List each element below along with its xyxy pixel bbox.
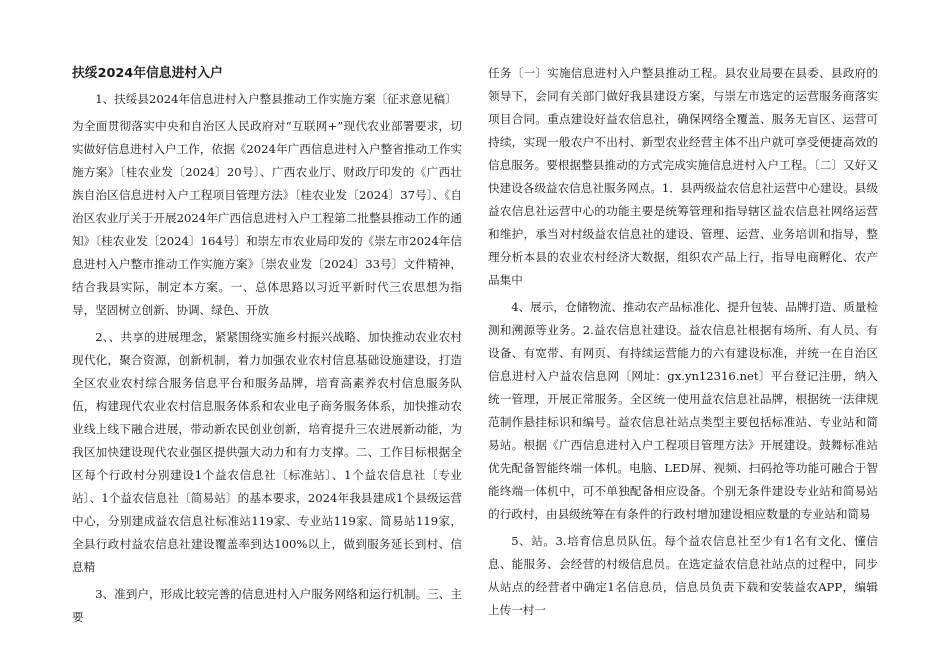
paragraph-1: 1、扶绥县2024年信息进村入户整县推动工作实施方案〔征求意见稿〕 (95, 92, 457, 106)
document-title: 扶绥2024年信息进村入户 (72, 66, 223, 81)
paragraph-6: 4、展示，仓储物流、推动农产品标准化、提升包装、品牌打造、质量检测和溯源等业务。2.益农信息社建设。益农信息社根据有场所、有人员、有设备、有宽带、有网页、有持续运营能力的六有建设标准，并统一在自治区信息进村入户益农信息网〔网址：gx.yn12316.net〕平台登记注册，纳入统一管理，开展正常服务。全区统一使用益农信息社品牌，根据统一法律规范制作悬挂标识和编号。益农信息社站点类型主要包括标准站、专业站和简易站。根据《广西信息进村入户工程项目管理方法》开展建设。鼓舞标准站优先配备智能终端一体机。电脑、LED屏、视频、扫码抢等功能可融合于智能终端一体机中，可不单独配备相应设备。个别无条件建设专业站和简易站的行政村，由县级统筹在有条件的行政村增加建设相应数量的专业站和简易 (488, 300, 878, 521)
paragraph-5: 任务〔一〕实施信息进村入户整县推动工程。县农业局要在县委、县政府的领导下，会同有关部门做好我县建设方案，与崇左市选定的运营服务商落实项目合同。重点建设好益农信息社，确保网络全覆盖、服务无盲区、运营可持续，实现一般农户不出村、新型农业经营主体不出户就可享受便捷高效的信息服务。要根据整县推动的方式完成实施信息进村入户工程。〔二〕又好又快建设各级益农信息社服务网点。1．县两级益农信息社运营中心建设。县级益农信息社运营中心的功能主要是统筹管理和指导辖区益农信息社网络运营和维护，承当对村级益农信息社的建设、管理、运营、业务培训和指导，整理分析本县的农业农村经济大数据，组织农产品上行，指导电商孵化、农产品集中 (488, 66, 878, 287)
left-column (72, 62, 462, 633)
right-column (488, 62, 878, 626)
paragraph-2: 为全面贯彻落实中央和自治区人民政府对“互联网+”现代农业部署要求，切实做好信息进村入户工作，依据《2024年广西信息进村入户整省推动工作实施方案》〔桂农业发〔2024〕20号〕、广西农业厅、财政厅印发的《广西壮族自治区信息进村入户工程项目管理方法》〔桂农业发〔2024〕37号〕、《自治区农业厅关于开展2024年广西信息进村入户工程第二批整县推动工作的通知》〔桂农业发〔2024〕164号〕和崇左市农业局印发的《崇左市2024年信息进村入户整市推动工作实施方案》〔崇农业发〔2024〕33号〕文件精神，结合我县实际，制定本方案。一、总体思路以习近平新时代三农思想为指导，坚固树立创新、协调、绿色、开放 (72, 119, 462, 317)
paragraph-3: 2、、共享的进展理念，紧紧围绕实施乡村振兴战略、加快推动农业农村现代化，聚合资源，创新机制，着力加强农业农村信息基础设施建设，打造全区农业农村综合服务信息平台和服务品牌，培育高素养农村信息服务队伍，构建现代农业农村信息服务体系和农业电子商务服务体系，加快推动农业线上线下融合进展，带动新农民创业创新，培育提升三农进展新动能，为我区加快建设现代农业强区提供强大动力和有力支撑。二、工作目标根据全区每个行政村分别建设1个益农信息社〔标准站〕、1个益农信息社〔专业站〕、1个益农信息社〔简易站〕的基本要求，2024年我县建成1个县级运营中心，分别建成益农信息社标准站119家、专业站119家、简易站119家，全县行政村益农信息社建设覆盖率到达100%以上，做到服务延长到村、信息精 (72, 330, 462, 574)
paragraph-4: 3、准到户，形成比较完善的信息进村入户服务网络和运行机制。三、主要 (72, 587, 462, 624)
paragraph-7: 5、站。3.培育信息员队伍。每个益农信息社至少有1名有文化、懂信息、能服务、会经营的村级信息员。在选定益农信息社站点的过程中，同步从站点的经营者中确定1名信息员，信息员负责下载和安装益农APP，编辑上传一村一 (488, 534, 878, 617)
